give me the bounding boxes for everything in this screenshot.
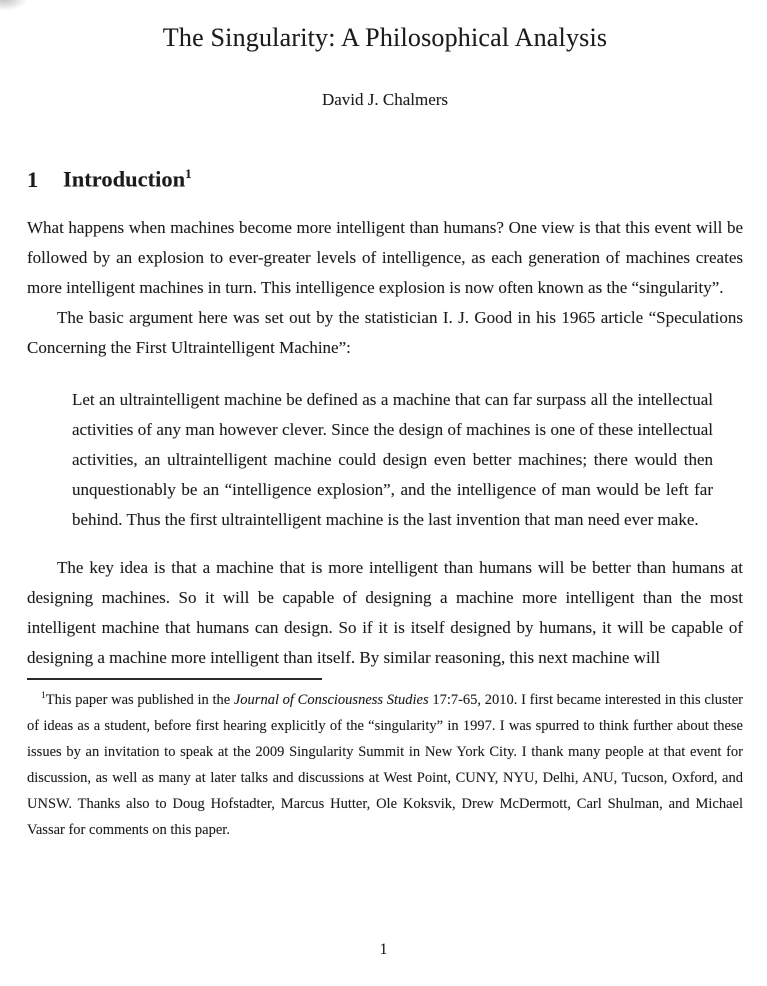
page-title: The Singularity: A Philosophical Analysis <box>162 23 608 52</box>
body-text <box>27 213 743 673</box>
paragraph-key-idea: The key idea is that a machine that is more intelligent than humans will be better than humans at designing machines. So it will be capable of designing a machine more intelligent than the most intelligent machine that humans can design. So if it is itself designed by humans, it will be capable of designing a machine more intelligent than itself. By similar reasoning, this next machine will <box>27 558 743 668</box>
page-content <box>0 22 767 843</box>
footnote <box>27 683 743 843</box>
section-heading <box>27 167 743 192</box>
section-number: 1 <box>27 166 39 192</box>
footnote-marker: 1 <box>41 691 46 702</box>
blockquote-good-quote: Let an ultraintelligent machine be defined as a machine that can far surpass all the intellectual activities of any man however clever. Since the design of machines is one of these intellectual activities, an ultraintelligent machine could design even better machines; there would then unquestionably be an “intelligence explosion”, and the intelligence of man would be left far behind. Thus the first ultraintelligent machine is the last invention that man need ever make. <box>72 390 713 530</box>
page-number: 1 <box>379 941 388 958</box>
footnote-text-body: 17:7-65, 2010. I first became interested in this cluster of ideas as a student, before first hearing explicitly of the “singularity” in 1997. I was spurred to think further about these issues by an invitation to speak at the 2009 Singularity Summit in New York City. I thank many people at that event for discussion, as well as many at later talks and discussions at West Point, CUNY, NYU, Delhi, ANU, Tucson, Oxford, and UNSW. Thanks also to Doug Hofstadter, Marcus Hutter, Ole Koksvik, Drew McDermott, Carl Shulman, and Michael Vassar for comments on this paper. <box>27 692 743 839</box>
section-title: Introduction <box>63 166 186 192</box>
paragraph-intro: What happens when machines become more intelligent than humans? One view is that this event will be followed by an explosion to ever-greater levels of intelligence, as each generation of machines creates more intelligent machines in turn. This intelligence explosion is now often known as the “singularity”. <box>27 218 743 298</box>
footnote-text-lead: This paper was published in the <box>45 692 234 709</box>
footnote-rule <box>27 678 322 680</box>
footnote-journal-name: Journal of Consciousness Studies <box>233 692 429 709</box>
author-name: David J. Chalmers <box>321 90 449 110</box>
paragraph-good-argument: The basic argument here was set out by the statistician I. J. Good in his 1965 article “Speculations Concerning the First Ultraintelligent Machine”: <box>27 308 743 358</box>
section-footnote-marker: 1 <box>185 166 192 182</box>
scan-smudge-artifact <box>0 0 26 10</box>
